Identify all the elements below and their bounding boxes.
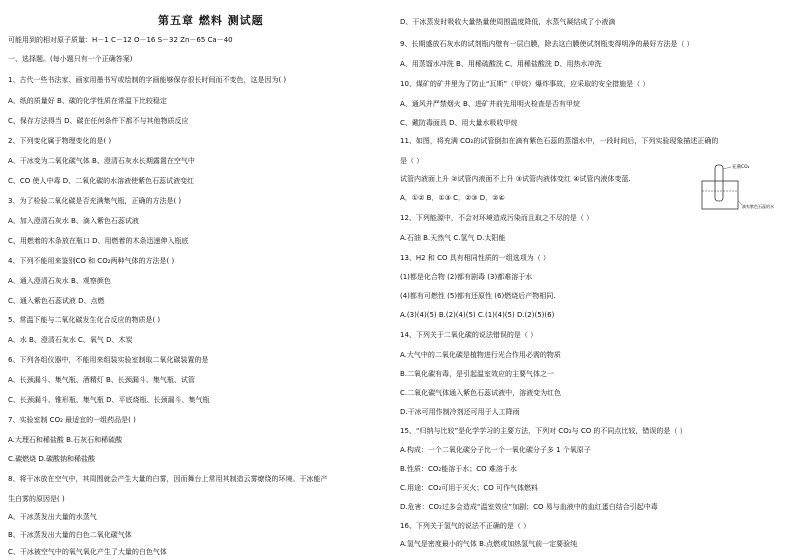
text-line: 可能用到的相对原子质量：H－1 C－12 O－16 S－32 Zn－65 Ca－40: [8, 36, 233, 44]
page-title: 第五章 燃料 测试题: [158, 14, 264, 27]
text-line: A．①② B．①③ C．②③ D．②④: [400, 194, 505, 202]
text-line: 8、将干冰放在空气中，其周围就会产生大量的白雾，因而舞台上常用其制造云雾缭绕的环境。干冰能产: [8, 475, 328, 483]
text-line: A、通入澄清石灰水 B、观察颜色: [8, 277, 111, 285]
label-line-top: [723, 167, 731, 169]
text-line: C、通入紫色石蕊试液 D、点燃: [8, 297, 105, 305]
text-line: A、水 B、澄清石灰水 C、氧气 D、木炭: [8, 336, 133, 344]
text-line: 试管内液面上升 ②试管内液面不上升 ③试管内液体变红 ④试管内液体变蓝.: [400, 175, 631, 183]
text-line: 4、下列不能用来鉴别CO 和 CO₂两种气体的方法是( ): [8, 257, 175, 265]
text-line: 一、选择题。(每小题只有一个正确答案): [8, 55, 133, 63]
text-line: 9、长期盛放石灰水的试剂瓶内壁有一层白膜，除去这白膜使试剂瓶变得明净的最好方法是（ ）: [400, 40, 694, 48]
text-line: B.二氧化碳有毒，是引起温室效应的主要气体之一: [400, 370, 555, 378]
text-line: C、保存方法得当 D、碳在任何条件下都不与其他物质反应: [8, 117, 189, 125]
text-line: B.性质：CO₂能溶于水；CO 难溶于水: [400, 465, 517, 473]
text-line: D.干冰可用作制冷剂还可用于人工降雨: [400, 408, 520, 416]
text-line: 15、“归纳与比较”是化学学习的主要方法，下列对 CO₂与 CO 的不同点比较，错误的是（ ）: [400, 427, 687, 435]
text-line: A、干冰蒸发出大量的水蒸气: [8, 513, 97, 521]
text-line: 1、古代一些书法家、画家用墨书写或绘制的字画能够保存很长时间而不变色，这是因为( ): [8, 76, 287, 84]
figure-label-bottom: 滴有紫色石蕊的水: [742, 204, 774, 209]
text-line: C、戴防毒面具 D、用大量水吸收甲烷: [400, 119, 518, 127]
text-line: C.碳燃烧 D.碳酸钠和稀盐酸: [8, 455, 95, 463]
text-line: C、干冰被空气中的氧气氧化产生了大量的白色气体: [8, 548, 167, 556]
text-line: B、干冰蒸发出大量的白色二氧化碳气体: [8, 531, 132, 539]
text-line: C、长颈漏斗、锥形瓶、集气瓶 D、平底烧瓶、长颈漏斗、集气瓶: [8, 396, 210, 404]
text-line: A.石油 B.天然气 C.氢气 D.太阳能: [400, 234, 506, 242]
text-line: 12、下列能源中，不会对环境造成污染而且取之不尽的是（ ）: [400, 214, 594, 222]
text-line: 13、H2 和 CO 具有相同性质的一组选项为（ ）: [400, 254, 550, 262]
text-line: 11、如图，将充满 CO₂的试管倒扣在滴有紫色石蕊的蒸馏水中，一段时间后，下列实验现象描述正确的: [400, 137, 719, 145]
text-line: A.大气中的二氧化碳是植物进行光合作用必需的物质: [400, 351, 561, 359]
co2-test-tube-figure: [698, 161, 774, 213]
text-line: C.用途：CO₂可用于灭火；CO 可作气体燃料: [400, 484, 538, 492]
figure-label-top: 充满CO₂: [732, 165, 750, 170]
text-line: 3、为了检验二氧化碳是否充满集气瓶，正确的方法是( ): [8, 197, 182, 205]
text-line: A.大理石和稀盐酸 B.石灰石和稀硫酸: [8, 436, 123, 444]
text-line: A.构成：一个二氧化碳分子比一个一氧化碳分子多 1 个氧原子: [400, 446, 591, 454]
text-line: 10、煤矿的矿井里为了防止“瓦斯”（甲烷）爆炸事故，应采取的安全措施是（ ）: [400, 80, 650, 88]
beaker: [702, 181, 738, 209]
text-line: 6、下列各组仪器中，不能用来组装实验室制取二氧化碳装置的是: [8, 356, 209, 364]
test-tube: [715, 165, 723, 201]
text-line: A、长颈漏斗、集气瓶、酒精灯 B、长颈漏斗、集气瓶、试管: [8, 376, 195, 384]
text-line: C.二氧化碳气体通入紫色石蕊试液中，溶液变为红色: [400, 389, 562, 397]
text-line: A.(3)(4)(5) B.(2)(4)(5) C.(1)(4)(5) D.(2)(5)(6): [400, 311, 555, 319]
text-line: A、加入澄清石灰水 B、滴入紫色石蕊试液: [8, 217, 139, 225]
text-line: 16、下列关于氢气的说法不正确的是（ ）: [400, 522, 531, 530]
text-line: D.危害：CO₂过多会造成“温室效应”加剧；CO 易与血液中的血红蛋白结合引起中毒: [400, 503, 658, 511]
text-line: A、用蒸馏水冲洗 B、用稀硫酸洗 C、用稀盐酸洗 D、用热水冲洗: [400, 60, 602, 68]
text-line: 7、实验室制 CO₂ 最适宜的一组药品是( ): [8, 416, 136, 424]
text-line: D、干冰蒸发时吸收大量热量使周围温度降低，水蒸气凝结成了小液滴: [400, 18, 616, 26]
text-line: A、通风并严禁烟火 B、进矿井前先用明火检查是否有甲烷: [400, 100, 580, 108]
text-line: 是（ ）: [400, 157, 424, 165]
text-line: 生白雾的原因是( ): [8, 495, 65, 503]
text-line: A.氢气是密度最小的气体 B.点燃或加热氢气前一定要验纯: [400, 540, 578, 548]
text-line: C、用燃着的木条放在瓶口 D、用燃着的木条迅速伸入瓶底: [8, 237, 189, 245]
text-line: A、干冰变为二氧化碳气体 B、澄清石灰水长期露置在空气中: [8, 157, 195, 165]
text-line: (1)都是化合物 (2)都有剧毒 (3)都难溶于水: [400, 273, 533, 281]
text-line: A、纸的质量好 B、碳的化学性质在常温下比较稳定: [8, 97, 167, 105]
text-line: 2、下列变化属于物理变化的是( ): [8, 137, 112, 145]
text-line: (4)都有可燃性 (5)都有还原性 (6)燃烧后产物相同.: [400, 292, 556, 300]
text-line: 5、常温下能与二氧化碳发生化合反应的物质是( ): [8, 316, 161, 324]
text-line: C、CO 使人中毒 D、二氧化碳的水溶液使紫色石蕊试液变红: [8, 177, 195, 185]
text-line: 14、下列关于二氧化碳的说法错误的是（ ）: [400, 331, 538, 339]
